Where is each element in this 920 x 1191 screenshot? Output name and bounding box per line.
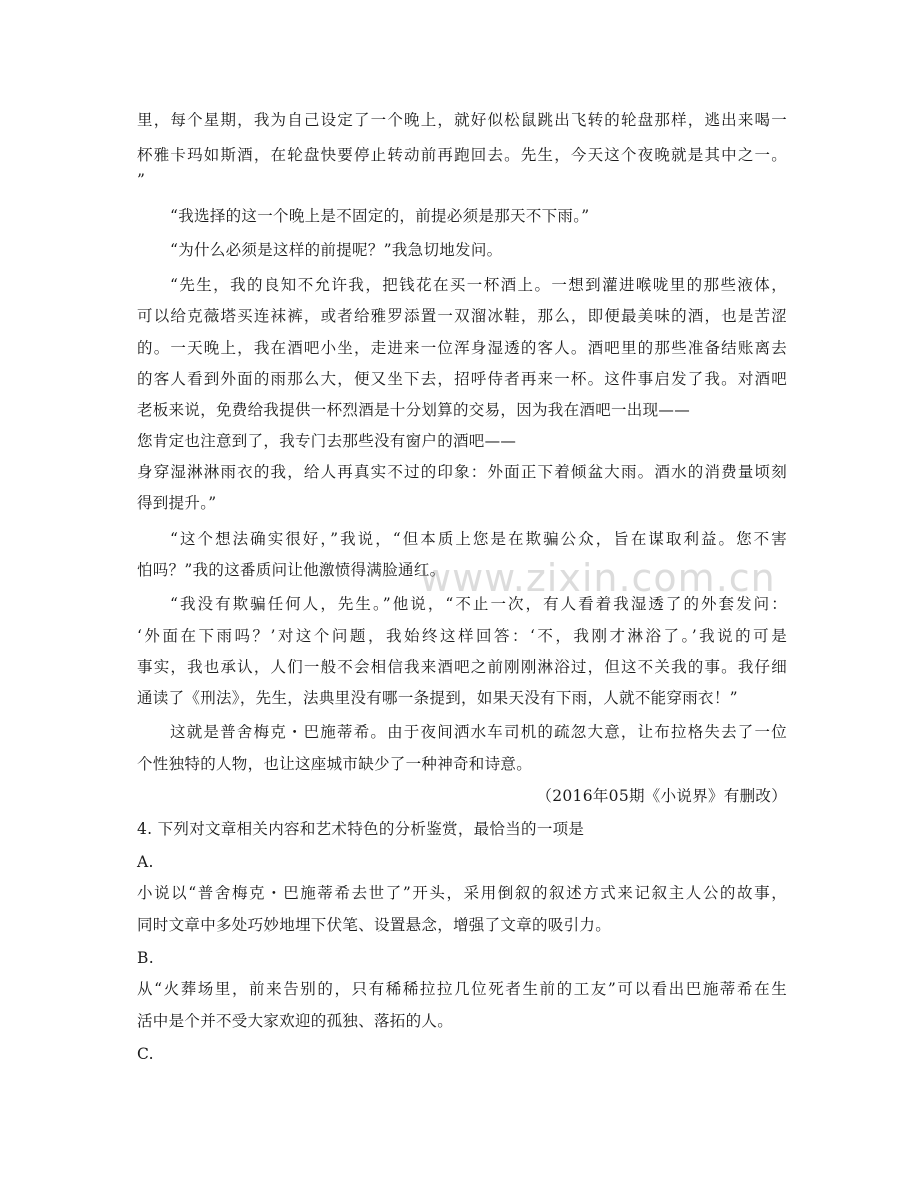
paragraph-line: 杯雅卡玛如斯酒，在轮盘快要停止转动前再跑回去。先生，今天这个夜晚就是其中之一。 (137, 146, 787, 164)
option-label-a: A. (137, 853, 154, 871)
option-b-text: 从“火葬场里，前来告别的，只有稀稀拉拉几位死者生前的工友”可以看出巴施蒂希在生 (137, 980, 787, 998)
paragraph-line: 事实，我也承认，人们一般不会相信我来酒吧之前刚刚淋浴过，但这不关我的事。我仔细 (137, 658, 787, 676)
paragraph-line: 里，每个星期，我为自己设定了一个晚上，就好似松鼠跳出飞转的轮盘那样，逃出来喝一 (137, 111, 787, 129)
paragraph-line: “我选择的这一个晚上是不固定的，前提必须是那天不下雨。” (170, 207, 590, 225)
question-stem: 4. 下列对文章相关内容和艺术特色的分析鉴赏，最恰当的一项是 (137, 820, 585, 838)
source-citation: （2016年05期《小说界》有删改） (536, 787, 787, 805)
paragraph-line: 怕吗？”我的这番质问让他激愤得满脸通红。 (137, 561, 446, 579)
paragraph-line: “这个想法确实很好，”我说，“但本质上您是在欺骗公众，旨在谋取利益。您不害 (170, 530, 787, 548)
paragraph-line: “先生，我的良知不允许我，把钱花在买一杯酒上。一想到灌进喉咙里的那些液体， (170, 276, 787, 294)
option-b-text: 活中是个并不受大家欢迎的孤独、落拓的人。 (137, 1012, 454, 1030)
paragraph-line: ” (137, 171, 146, 189)
paragraph-line: 老板来说，免费给我提供一杯烈酒是十分划算的交易，因为我在酒吧一出现—— (137, 401, 691, 419)
paragraph-line: 身穿湿淋淋雨衣的我，给人再真实不过的印象：外面正下着倾盆大雨。酒水的消费量顷刻 (137, 463, 787, 481)
paragraph-line: 的客人看到外面的雨那么大，便又坐下去，招呼侍者再来一杯。这件事启发了我。对酒吧 (137, 370, 787, 388)
paragraph-line: “我没有欺骗任何人，先生。”他说，“不止一次，有人看着我湿透了的外套发问： (170, 595, 787, 613)
paragraph-line: 通读了《刑法》，先生，法典里没有哪一条提到，如果天没有下雨，人就不能穿雨衣！” (137, 689, 738, 707)
option-label-b: B. (137, 949, 154, 967)
paragraph-line: 的。一天晚上，我在酒吧小坐，走进来一位浑身湿透的客人。酒吧里的那些准备结账离去 (137, 339, 787, 357)
paragraph-line: 您肯定也注意到了，我专门去那些没有窗户的酒吧—— (137, 432, 517, 450)
paragraph-line: 这就是普舍梅克・巴施蒂希。由于夜间洒水车司机的疏忽大意，让布拉格失去了一位 (170, 723, 787, 741)
paragraph-line: 得到提升。” (137, 494, 217, 512)
watermark: www.zixin.com.cn (420, 556, 776, 600)
option-label-c: C. (137, 1045, 154, 1063)
paragraph-line: 可以给克薇塔买连袜裤，或者给雅罗添置一双溜冰鞋，那么，即便最美味的酒，也是苦涩 (137, 307, 787, 325)
option-a-text: 小说以“普舍梅克・巴施蒂希去世了”开头，采用倒叙的叙述方式来记叙主人公的故事， (137, 884, 787, 902)
paragraph-line: ‘外面在下雨吗？’对这个问题，我始终这样回答：‘不，我刚才淋浴了。’我说的可是 (137, 627, 787, 645)
paragraph-line: 个性独特的人物，也让这座城市缺少了一种神奇和诗意。 (137, 755, 533, 773)
option-a-text: 同时文章中多处巧妙地埋下伏笔、设置悬念，增强了文章的吸引力。 (137, 916, 612, 934)
paragraph-line: “为什么必须是这样的前提呢？”我急切地发问。 (170, 241, 503, 259)
